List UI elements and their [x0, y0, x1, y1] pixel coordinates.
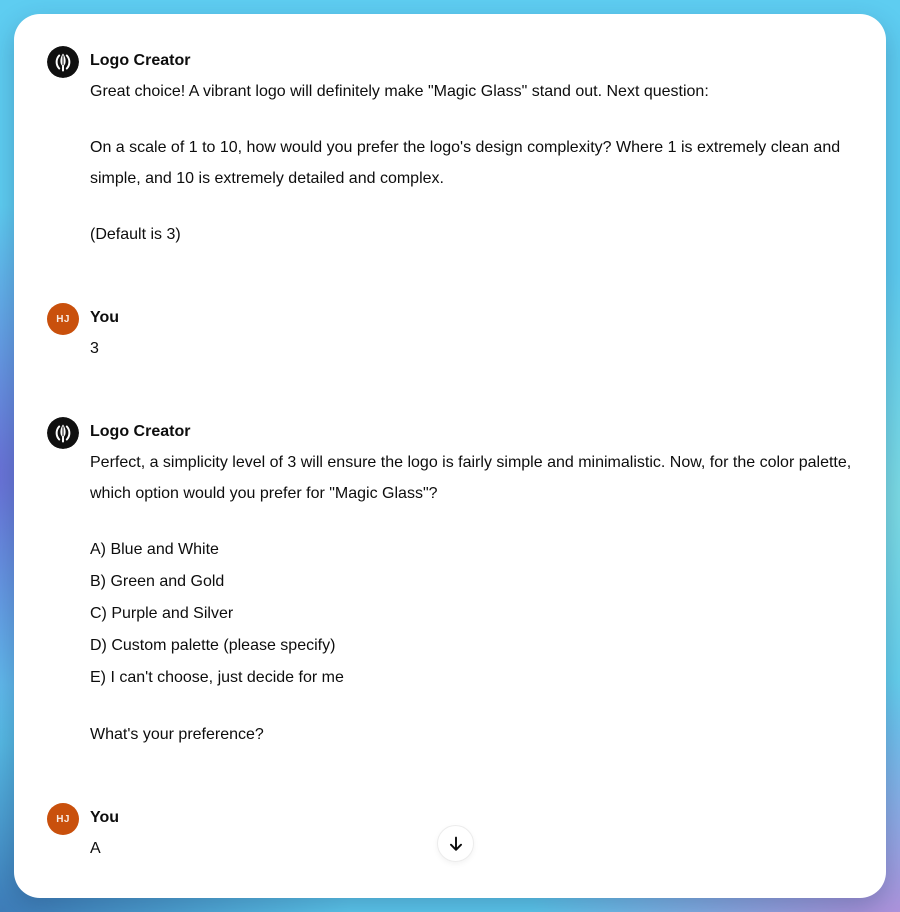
message-paragraph: (Default is 3) — [90, 226, 181, 243]
author-name: You — [90, 809, 120, 826]
message-paragraph: Perfect, a simplicity level of 3 will ensure the logo is fairly simple and minimalistic. Now, for the color palette, which option would you prefer for "Magic Glass"? — [90, 454, 852, 502]
message-paragraph: What's your preference? — [90, 726, 264, 743]
user-avatar — [47, 303, 79, 335]
logo-creator-icon — [47, 417, 79, 449]
assistant-message — [47, 46, 853, 250]
message-paragraph: On a scale of 1 to 10, how would you prefer the logo's design complexity? Where 1 is extremely clean and simple, and 10 is extremely detailed and complex. — [90, 139, 841, 187]
user-avatar — [47, 803, 79, 835]
assistant-message — [47, 417, 853, 750]
logo-creator-icon — [47, 46, 79, 78]
logo-creator-avatar — [47, 46, 79, 78]
logo-creator-avatar — [47, 417, 79, 449]
author-name: Logo Creator — [90, 423, 191, 440]
user-initials: HJ — [56, 813, 70, 825]
chat-panel — [14, 14, 886, 898]
palette-option: C) Purple and Silver — [90, 605, 234, 622]
palette-option: D) Custom palette (please specify) — [90, 637, 336, 654]
message-paragraph: 3 — [90, 340, 99, 357]
user-initials: HJ — [56, 313, 70, 325]
author-name: You — [90, 309, 120, 326]
palette-options-list — [90, 534, 853, 694]
palette-option: B) Green and Gold — [90, 573, 225, 590]
scroll-to-bottom-button[interactable] — [437, 825, 474, 862]
palette-option: E) I can't choose, just decide for me — [90, 669, 344, 686]
author-name: Logo Creator — [90, 52, 191, 69]
message-paragraph: Great choice! A vibrant logo will definitely make "Magic Glass" stand out. Next question: — [90, 83, 709, 100]
message-paragraph: A — [90, 840, 101, 857]
palette-option: A) Blue and White — [90, 541, 219, 558]
arrow-down-icon — [445, 833, 467, 855]
user-message — [47, 303, 853, 364]
